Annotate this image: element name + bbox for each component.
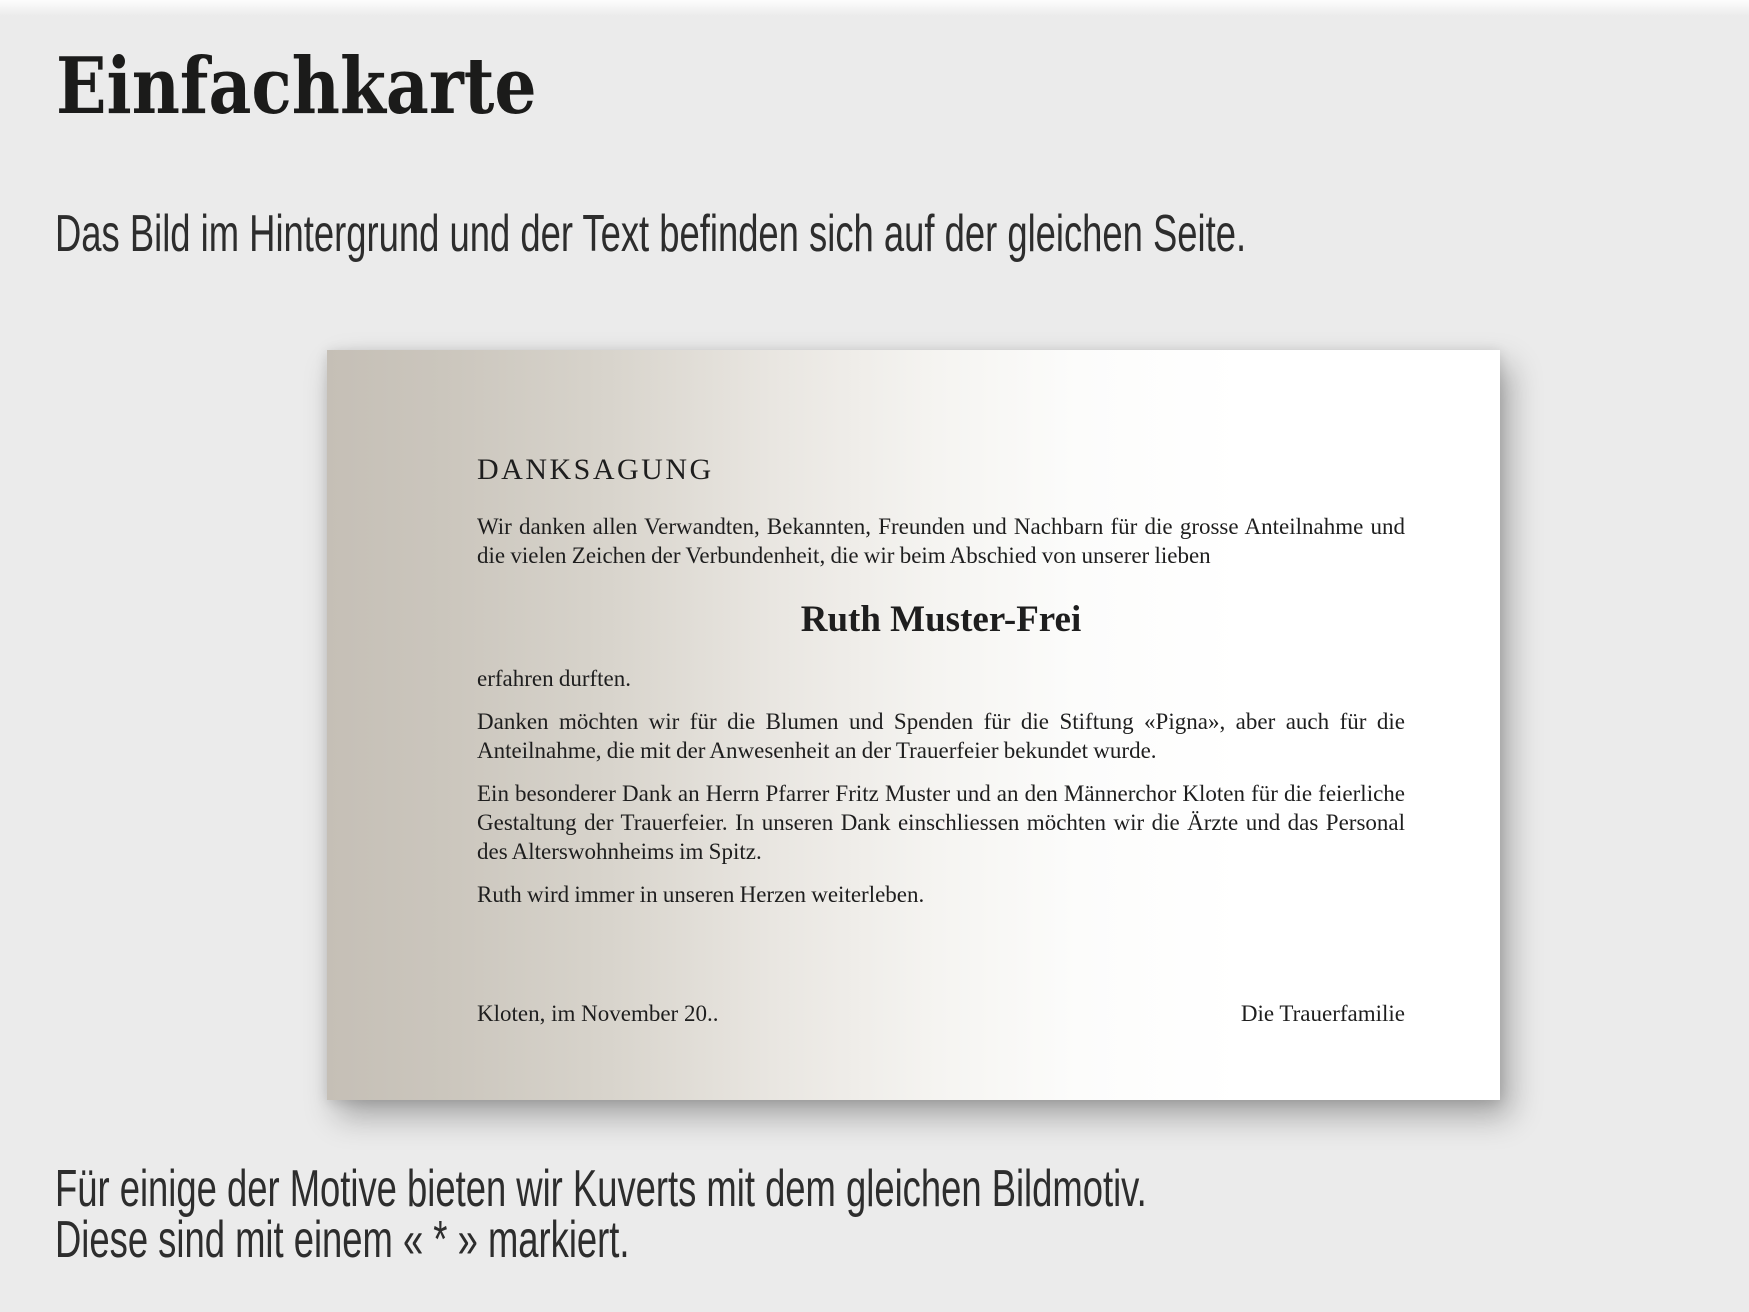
- page-subtitle: Das Bild im Hintergrund und der Text befinden sich auf der gleichen Seite.: [55, 205, 1247, 263]
- page-title: Einfachkarte: [56, 41, 537, 132]
- deceased-name: Ruth Muster-Frei: [800, 599, 1082, 640]
- footer-note: [55, 1160, 1147, 1269]
- card-closing-paragraph: Ruth wird immer in unseren Herzen weiterleben.: [477, 882, 925, 907]
- card-footer: [477, 999, 1405, 1028]
- card-donations-paragraph: Danken möchten wir für die Blumen und Spenden für die Stiftung «Pigna», aber auch für die Anteilnahme, die mit der Anwesenheit an der Trauerfeier bekundet wurde.: [477, 709, 1405, 763]
- memorial-card-preview: [327, 350, 1500, 1100]
- page-top-highlight: [0, 0, 1749, 16]
- footer-note-line-1: Für einige der Motive bieten wir Kuverts mit dem gleichen Bildmotiv.: [55, 1160, 1147, 1218]
- card-place-date: Kloten, im November 20..: [477, 1001, 719, 1026]
- card-heading: DANKSAGUNG: [477, 453, 714, 486]
- card-after-name-paragraph: erfahren durften.: [477, 666, 632, 691]
- card-pastor-paragraph: Ein besonderer Dank an Herrn Pfarrer Fritz Muster und an den Männerchor Kloten für die feierliche Gestaltung der Trauerfeier. In unseren Dank einschliessen möchten wir die Ärzte und das Personal des Alterswohnheims im Spitz.: [477, 781, 1405, 864]
- footer-note-line-2: Diese sind mit einem « * » markiert.: [55, 1211, 630, 1269]
- card-intro-paragraph: Wir danken allen Verwandten, Bekannten, Freunden und Nachbarn für die grosse Anteilnahme und die vielen Zeichen der Verbundenheit, die wir beim Abschied von unserer lieben: [477, 514, 1405, 568]
- card-family-signature: Die Trauerfamilie: [1240, 1001, 1405, 1026]
